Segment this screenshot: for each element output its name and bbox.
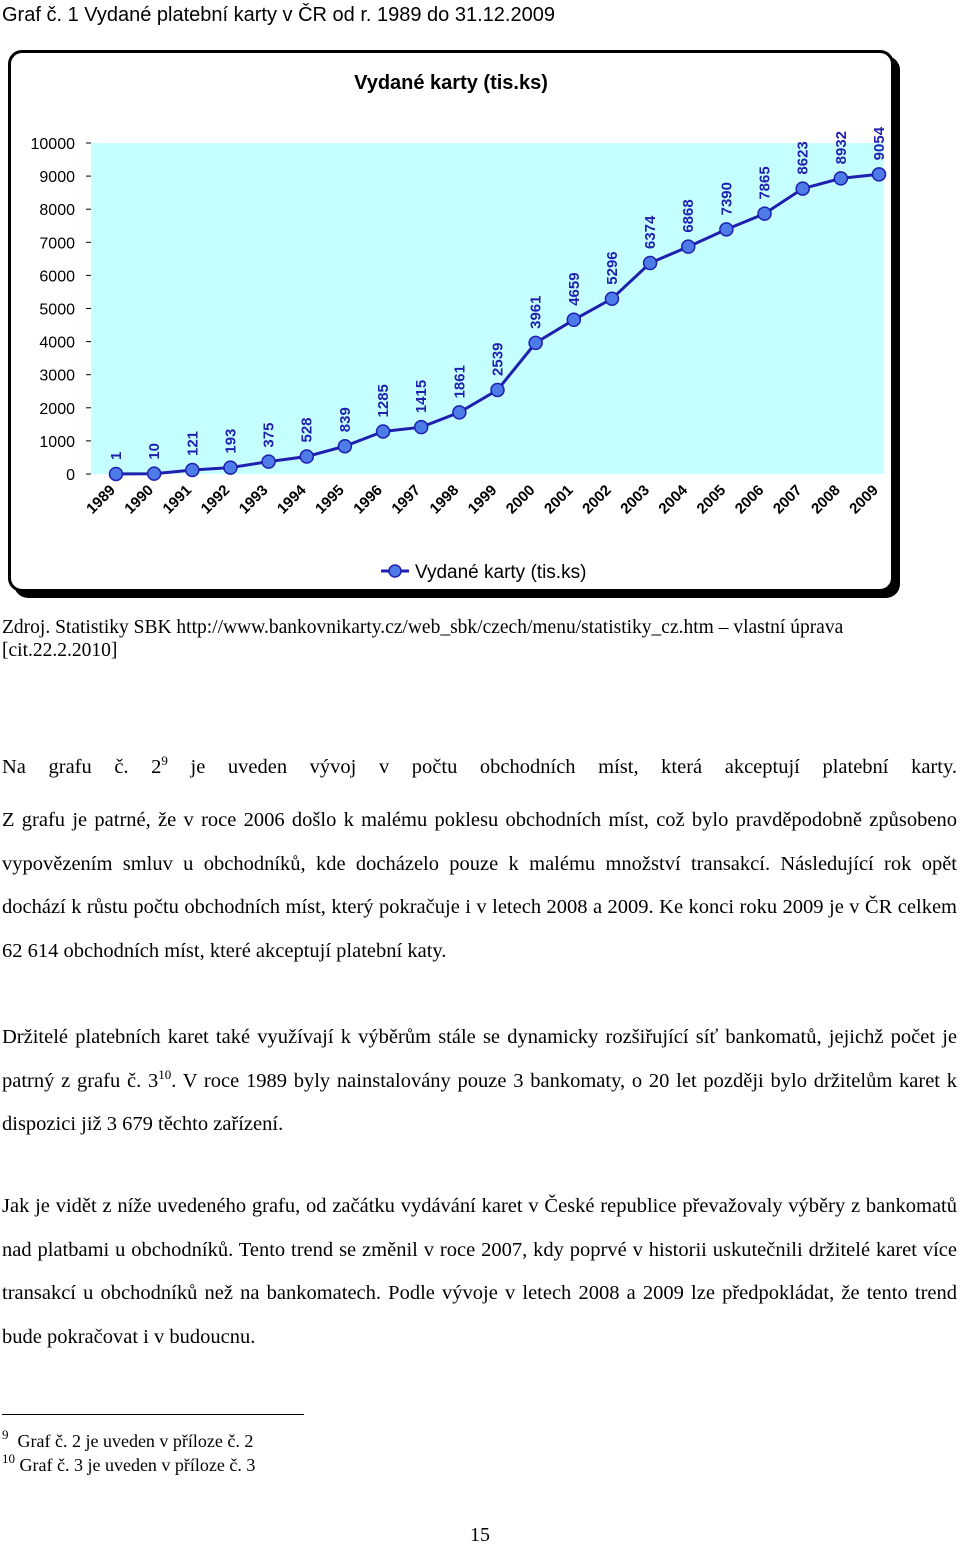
data-label: 7865 xyxy=(756,166,774,200)
data-label: 6868 xyxy=(680,199,698,233)
source-line-1: Zdroj. Statistiky SBK http://www.bankovnikarty.cz/web_sbk/czech/menu/statistiky_cz.htm – vlastní úprava xyxy=(2,617,844,638)
paragraph-3: Jak je vidět z níže uvedeného grafu, od začátku vydávání karet v České republice převažovaly výběry z bankomatů nad platbami u obchodníků. Tento trend se změnil v roce 2007, kdy poprvé v historii uskutečnili držitelé karet více transakcí u obchodníků než na bankomatech. Podle vývoje v letech 2008 a 2009 lze předpokládat, že tento trend bude pokračovat i v budoucnu. xyxy=(2,1195,957,1348)
x-tick-label: 1999 xyxy=(464,481,501,518)
source-line-2: [cit.22.2.2010] xyxy=(2,640,118,661)
data-point xyxy=(300,450,313,463)
x-tick-label: 2001 xyxy=(541,481,577,518)
y-tick-label: 5000 xyxy=(39,301,75,319)
x-tick-label: 2009 xyxy=(846,481,882,518)
paragraph-2-a: Držitelé platebních karet také využívají k výběrům stále se dynamicky rozšiřující síť bankomatů, jejichž počet je patrný z grafu č. 3 xyxy=(2,1026,957,1092)
data-label: 4659 xyxy=(565,272,583,306)
data-point xyxy=(262,455,275,468)
data-point xyxy=(644,257,657,270)
data-label: 528 xyxy=(298,417,316,443)
x-tick-label: 1994 xyxy=(273,481,310,518)
x-tick-label: 2006 xyxy=(731,481,768,518)
data-point xyxy=(758,207,771,220)
data-label: 193 xyxy=(222,428,240,454)
data-point xyxy=(110,467,123,480)
paragraph-1-lead xyxy=(2,753,957,778)
data-label: 1415 xyxy=(413,379,431,414)
chart-title: Vydané karty (tis.ks) xyxy=(354,72,548,94)
y-tick-label: 2000 xyxy=(39,400,75,418)
page-number: 15 xyxy=(470,1524,490,1546)
y-tick-label: 1000 xyxy=(39,433,75,451)
data-label: 839 xyxy=(336,407,354,433)
x-tick-label: 1996 xyxy=(350,481,386,518)
footnote-9-text: Graf č. 2 je uveden v příloze č. 2 xyxy=(17,1431,254,1451)
footnote-ref-9: 9 xyxy=(161,753,168,768)
data-point xyxy=(796,182,809,195)
paragraph-1-lead-a: Na grafu č. 2 xyxy=(2,756,162,778)
x-tick-label: 1992 xyxy=(197,481,234,518)
chart-caption: Graf č. 1 Vydané platební karty v ČR od r. 1989 do 31.12.2009 xyxy=(2,4,555,26)
footnote-10 xyxy=(2,1451,256,1475)
data-label: 3961 xyxy=(527,295,545,329)
data-label: 375 xyxy=(260,422,278,448)
data-point xyxy=(148,467,161,480)
x-tick-label: 2003 xyxy=(617,481,653,518)
x-tick-label: 1989 xyxy=(83,481,119,518)
data-label: 7390 xyxy=(718,182,736,216)
data-point xyxy=(720,223,733,236)
data-label: 1861 xyxy=(451,365,469,399)
data-point xyxy=(453,406,466,419)
footnote-9-num: 9 xyxy=(2,1427,9,1442)
paragraph-1-lead-b: je uveden vývoj v počtu obchodních míst, která akceptují platební karty. xyxy=(167,756,957,778)
data-label: 8623 xyxy=(794,141,812,175)
legend xyxy=(381,562,586,583)
paragraph-1-body: Z grafu je patrné, že v roce 2006 došlo k malému poklesu obchodních míst, což bylo pravděpodobně způsobeno vypovězením smluv u obchodníků, kde docházelo pouze k malému množství transakcí. Následující rok opět dochází k růstu počtu obchodních míst, který pokračuje i v letech 2008 a 2009. Ke konci roku 2009 je v ČR celkem 62 614 obchodních míst, které akceptují platební katy. xyxy=(2,809,957,962)
x-tick-label: 1995 xyxy=(312,481,348,518)
footnote-10-num: 10 xyxy=(2,1451,15,1466)
x-tick-label: 2007 xyxy=(769,481,806,518)
x-tick-label: 1997 xyxy=(388,481,425,518)
x-tick-label: 2000 xyxy=(502,481,539,518)
data-point xyxy=(338,440,351,453)
data-point xyxy=(377,425,390,438)
footnote-ref-10: 10 xyxy=(158,1066,172,1082)
data-label: 2539 xyxy=(489,342,507,376)
data-label: 5296 xyxy=(603,251,621,285)
x-tick-label: 2004 xyxy=(655,481,692,518)
data-label: 1285 xyxy=(375,384,393,418)
footnote-9 xyxy=(2,1427,254,1451)
y-tick-label: 6000 xyxy=(39,268,75,286)
data-point xyxy=(415,421,428,434)
data-label: 8932 xyxy=(832,130,850,165)
x-tick-label: 2002 xyxy=(579,481,615,518)
y-tick-label: 0 xyxy=(66,467,75,484)
data-label: 1 xyxy=(108,451,125,460)
data-label: 6374 xyxy=(642,215,660,250)
y-tick-label: 3000 xyxy=(39,367,75,385)
data-point xyxy=(834,172,847,185)
x-tick-label: 2008 xyxy=(808,481,844,518)
legend-marker xyxy=(389,565,401,577)
x-tick-label: 1993 xyxy=(235,481,272,518)
chart-frame xyxy=(8,50,894,592)
x-tick-label: 1990 xyxy=(121,481,157,518)
footnote-10-text: Graf č. 3 je uveden v příloze č. 3 xyxy=(19,1455,256,1475)
data-point xyxy=(567,313,580,326)
data-point xyxy=(491,383,504,396)
data-point xyxy=(682,240,695,253)
data-label: 10 xyxy=(146,442,164,460)
y-tick-label: 8000 xyxy=(39,202,75,220)
y-tick-label: 4000 xyxy=(39,334,75,352)
y-tick-label: 9000 xyxy=(39,169,75,187)
data-label: 9054 xyxy=(871,126,888,161)
paragraph-2-b: . V roce 1989 byly nainstalovány pouze 3 bankomaty, o 20 let později bylo držitelům karet k dispozici již 3 679 těchto zařízení. xyxy=(2,1069,957,1136)
chart xyxy=(11,53,891,589)
data-point xyxy=(873,168,886,181)
y-tick-label: 10000 xyxy=(30,136,75,153)
paragraph-2 xyxy=(2,1016,957,1147)
data-point xyxy=(605,292,618,305)
data-point xyxy=(186,463,199,476)
legend-label: Vydané karty (tis.ks) xyxy=(415,562,587,583)
data-label: 121 xyxy=(184,430,202,456)
data-point xyxy=(224,461,237,474)
footnote-rule xyxy=(2,1414,304,1415)
y-tick-label: 7000 xyxy=(39,235,75,253)
x-tick-label: 1998 xyxy=(426,481,463,518)
x-tick-label: 2005 xyxy=(693,481,730,518)
data-point xyxy=(529,336,542,349)
x-tick-label: 1991 xyxy=(159,481,196,518)
